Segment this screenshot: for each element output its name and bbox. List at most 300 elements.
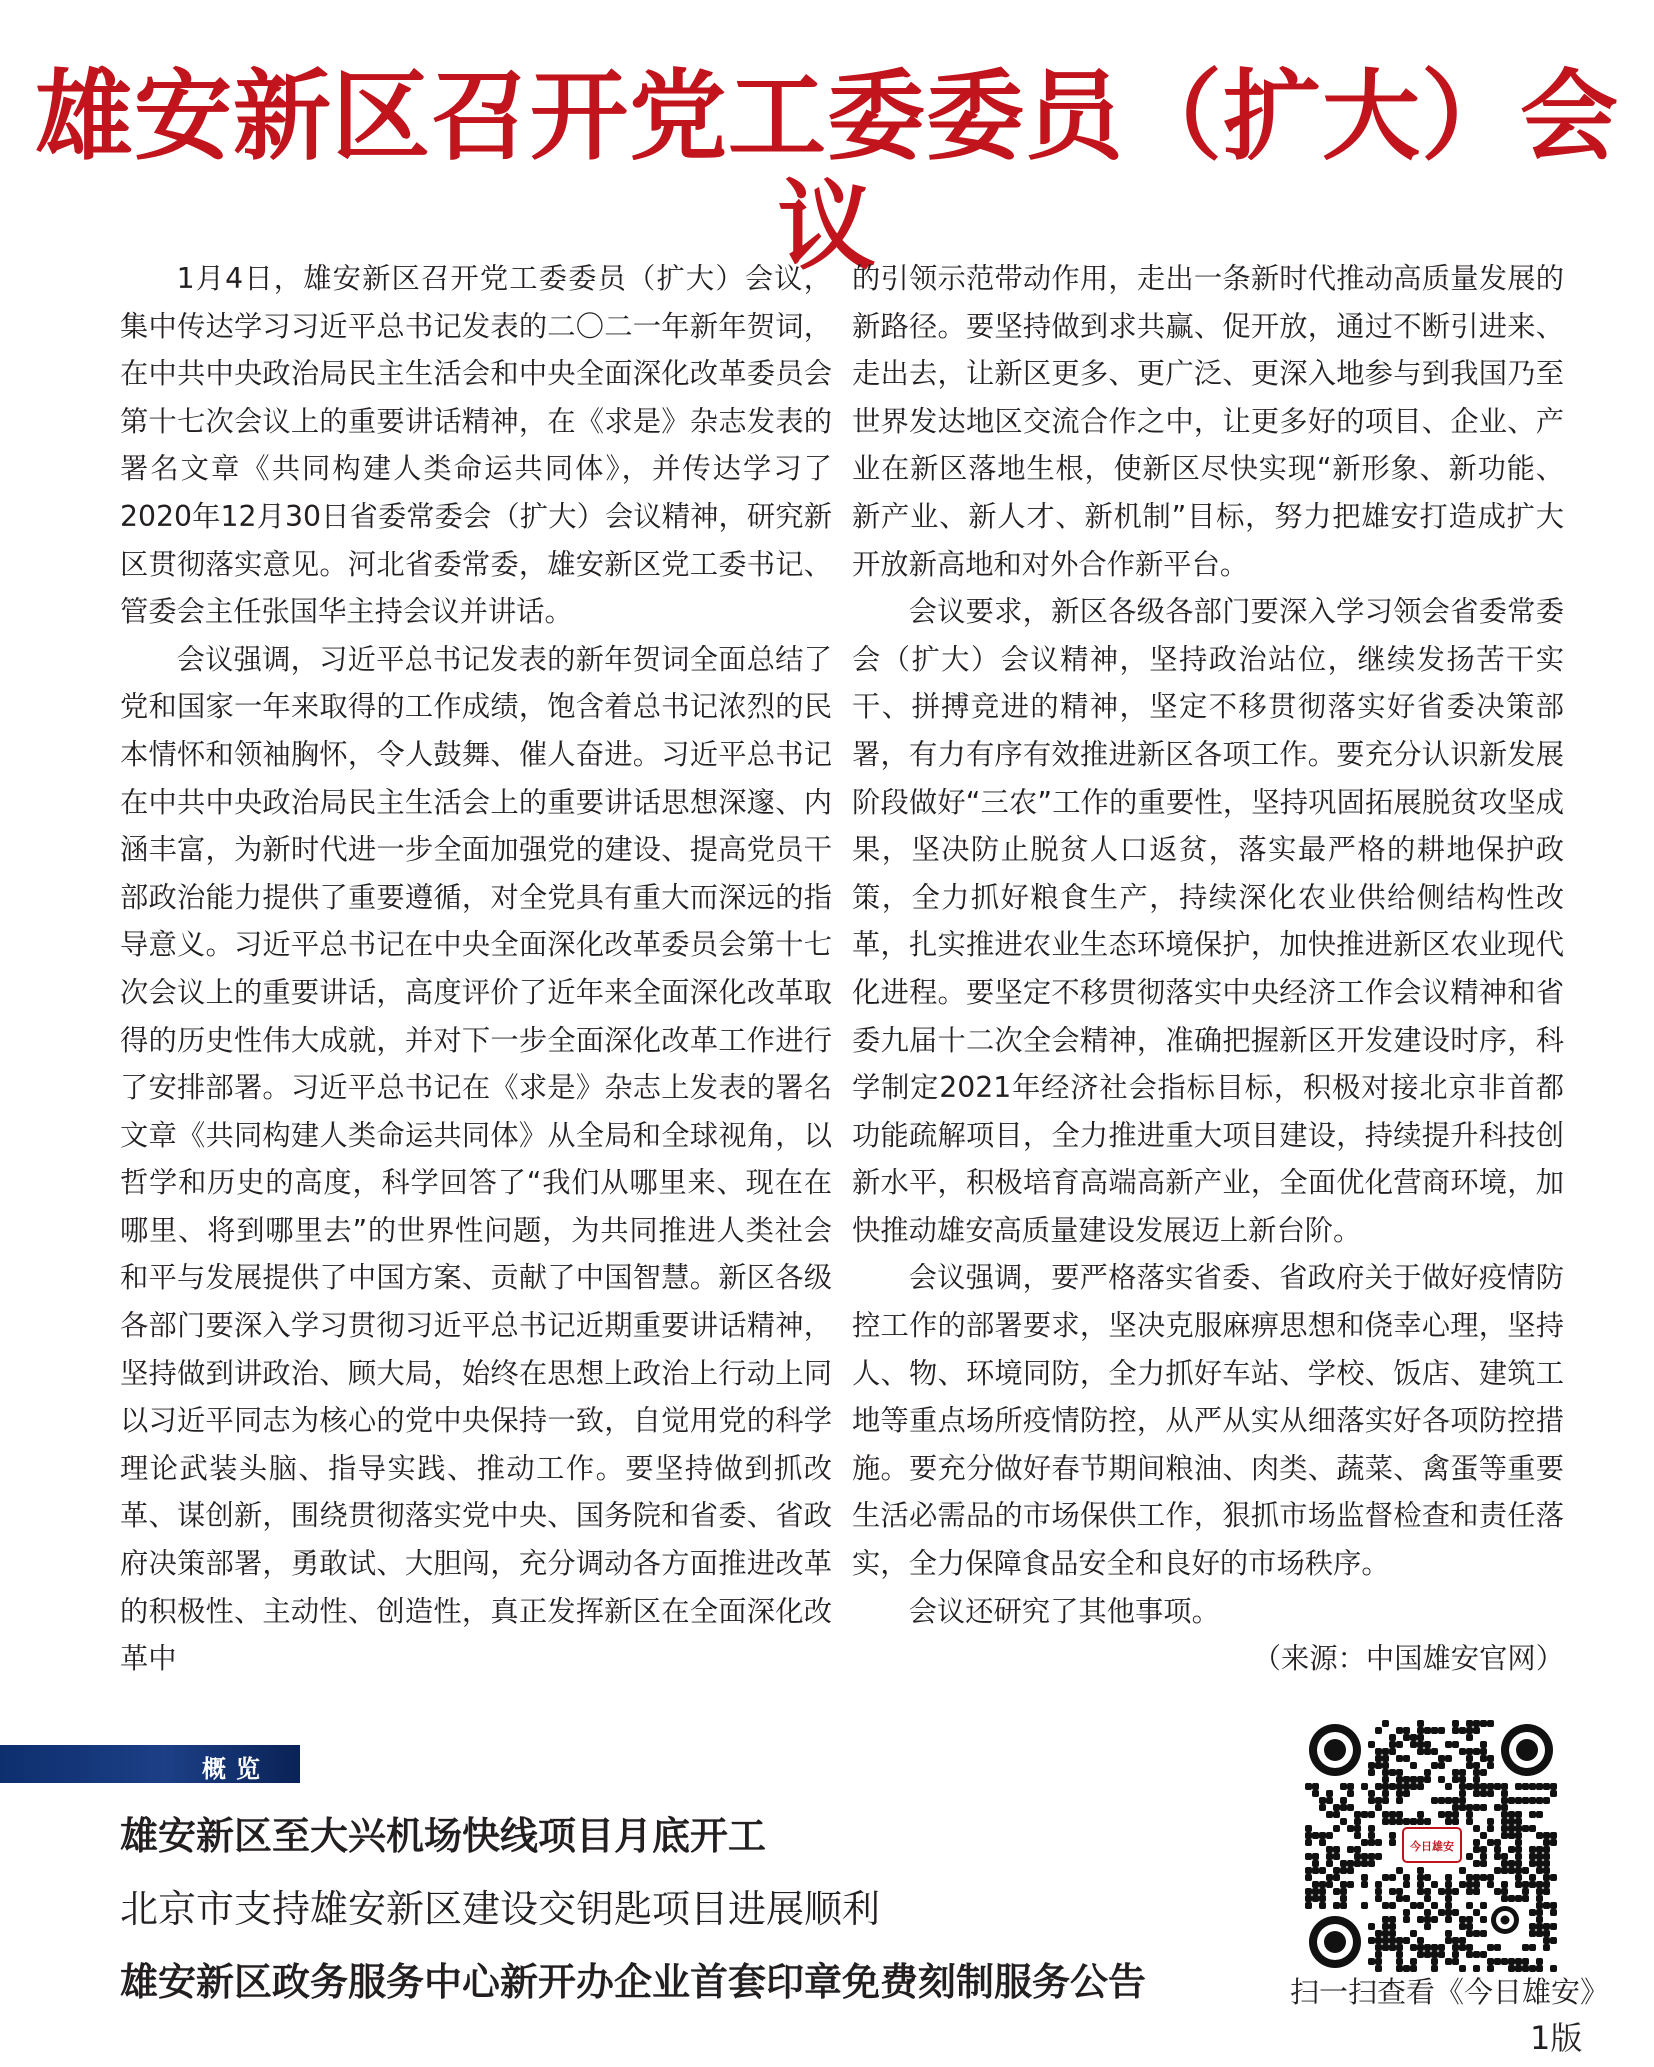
qr-module [1543,1867,1550,1874]
qr-module [1459,1965,1466,1972]
qr-module [1508,1825,1515,1832]
qr-module [1438,1909,1445,1916]
qr-module [1417,1727,1424,1734]
qr-module [1445,1909,1452,1916]
qr-module [1473,1839,1480,1846]
qr-module [1305,1832,1312,1839]
qr-module [1382,1818,1389,1825]
qr-module [1396,1937,1403,1944]
qr-module [1396,1951,1403,1958]
qr-module [1508,1895,1515,1902]
qr-module [1536,1783,1543,1790]
qr-module [1361,1853,1368,1860]
qr-module [1382,1797,1389,1804]
qr-module [1389,1783,1396,1790]
qr-module [1438,1776,1445,1783]
qr-module [1543,1860,1550,1867]
qr-module [1319,1797,1326,1804]
qr-module [1494,1888,1501,1895]
qr-module [1529,1853,1536,1860]
qr-module [1515,1860,1522,1867]
qr-module [1543,1930,1550,1937]
qr-module [1473,1874,1480,1881]
qr-module [1543,1853,1550,1860]
qr-module [1487,1755,1494,1762]
qr-module [1417,1902,1424,1909]
qr-module [1438,1762,1445,1769]
qr-module [1305,1874,1312,1881]
qr-module [1522,1944,1529,1951]
qr-module [1375,1895,1382,1902]
qr-module [1312,1888,1319,1895]
qr-module [1473,1909,1480,1916]
qr-module [1445,1930,1452,1937]
qr-module [1487,1825,1494,1832]
qr-module [1543,1832,1550,1839]
qr-module [1403,1916,1410,1923]
qr-module [1424,1776,1431,1783]
qr-module [1403,1881,1410,1888]
qr-module [1354,1846,1361,1853]
qr-module [1389,1930,1396,1937]
qr-module [1487,1720,1494,1727]
qr-module [1445,1874,1452,1881]
qr-module [1361,1839,1368,1846]
qr-module [1536,1958,1543,1965]
qr-module [1389,1769,1396,1776]
qr-module [1459,1769,1466,1776]
qr-module [1319,1881,1326,1888]
qr-module [1480,1860,1487,1867]
qr-module [1452,1727,1459,1734]
qr-module [1354,1860,1361,1867]
qr-module [1396,1818,1403,1825]
qr-module [1305,1902,1312,1909]
qr-module [1494,1804,1501,1811]
qr-module [1508,1958,1515,1965]
qr-module [1536,1902,1543,1909]
qr-module [1417,1888,1424,1895]
qr-module [1424,1944,1431,1951]
qr-module [1452,1797,1459,1804]
qr-module [1522,1867,1529,1874]
qr-module [1459,1944,1466,1951]
qr-module [1445,1902,1452,1909]
qr-module [1368,1839,1375,1846]
qr-module [1375,1748,1382,1755]
qr-module [1333,1825,1340,1832]
qr-module [1403,1734,1410,1741]
qr-module [1452,1951,1459,1958]
qr-module [1382,1902,1389,1909]
qr-module [1550,1909,1557,1916]
qr-module [1382,1755,1389,1762]
qr-module [1515,1832,1522,1839]
qr-module [1410,1944,1417,1951]
qr-module [1480,1832,1487,1839]
qr-module [1508,1860,1515,1867]
qr-module [1389,1741,1396,1748]
qr-module [1550,1839,1557,1846]
qr-module [1459,1804,1466,1811]
qr-module [1389,1916,1396,1923]
qr-module [1438,1727,1445,1734]
qr-module [1473,1748,1480,1755]
qr-module [1389,1888,1396,1895]
qr-module [1473,1762,1480,1769]
qr-module [1424,1909,1431,1916]
qr-module [1375,1888,1382,1895]
qr-module [1501,1790,1508,1797]
qr-module [1424,1951,1431,1958]
qr-module [1410,1818,1417,1825]
qr-module [1410,1958,1417,1965]
qr-module [1508,1867,1515,1874]
qr-module [1396,1776,1403,1783]
qr-module [1382,1762,1389,1769]
qr-module [1466,1874,1473,1881]
qr-module [1319,1867,1326,1874]
qr-module [1487,1762,1494,1769]
qr-module [1473,1825,1480,1832]
qr-module [1375,1853,1382,1860]
qr-module [1326,1846,1333,1853]
qr-module [1452,1741,1459,1748]
qr-module [1480,1853,1487,1860]
qr-module [1312,1881,1319,1888]
qr-module [1543,1874,1550,1881]
qr-module [1452,1720,1459,1727]
qr-module [1382,1916,1389,1923]
qr-module [1543,1881,1550,1888]
qr-module [1361,1881,1368,1888]
qr-module [1529,1965,1536,1972]
qr-module [1515,1895,1522,1902]
qr-module [1536,1853,1543,1860]
qr-module [1473,1783,1480,1790]
qr-module [1431,1902,1438,1909]
article-closing-text: 会议还研究了其他事项。 [908,1594,1220,1628]
qr-module [1445,1937,1452,1944]
qr-module [1515,1825,1522,1832]
qr-module [1515,1839,1522,1846]
qr-module [1340,1867,1347,1874]
qr-module [1389,1832,1396,1839]
qr-module [1368,1825,1375,1832]
qr-module [1347,1860,1354,1867]
qr-module [1382,1748,1389,1755]
qr-module [1494,1846,1501,1853]
qr-module [1536,1930,1543,1937]
qr-module [1543,1944,1550,1951]
qr-module [1543,1783,1550,1790]
qr-module [1550,1965,1557,1972]
qr-center-logo [1403,1828,1461,1862]
qr-module [1375,1755,1382,1762]
qr-module [1389,1923,1396,1930]
qr-module [1487,1965,1494,1972]
qr-module [1361,1902,1368,1909]
article-paragraph: 1月4日，雄安新区召开党工委委员（扩大）会议，集中传达学习习近平总书记发表的二〇二一年新年贺词，在中共中央政治局民主生活会和中央全面深化改革委员会第十七次会议上的重要讲话精神，在《求是》杂志发表的署名文章《共同构建人类命运共同体》，并传达学习了2020年12月30日省委常委会（扩大）会议精神，研究新区贯彻落实意见。河北省委常委，雄安新区党工委书记、管委会主任张国华主持会议并讲话。 [120,262,832,629]
qr-module [1466,1881,1473,1888]
qr-module [1508,1832,1515,1839]
qr-module [1375,1762,1382,1769]
qr-module [1396,1783,1403,1790]
qr-module [1396,1888,1403,1895]
article-column-right [852,255,1564,1683]
qr-module [1389,1937,1396,1944]
qr-module [1480,1846,1487,1853]
qr-module [1452,1937,1459,1944]
qr-module [1515,1783,1522,1790]
qr-module [1396,1895,1403,1902]
qr-module [1466,1804,1473,1811]
qr-module [1347,1804,1354,1811]
qr-module [1536,1846,1543,1853]
qr-module [1543,1902,1550,1909]
qr-module [1550,1790,1557,1797]
qr-module [1466,1783,1473,1790]
qr-module [1473,1888,1480,1895]
qr-module [1333,1853,1340,1860]
qr-module [1410,1783,1417,1790]
qr-module [1375,1937,1382,1944]
qr-module [1417,1951,1424,1958]
qr-module [1480,1951,1487,1958]
qr-caption: 扫一扫查看《今日雄安》 [1290,1975,1610,2009]
qr-module [1480,1755,1487,1762]
qr-module [1529,1825,1536,1832]
qr-module [1494,1853,1501,1860]
qr-module [1515,1867,1522,1874]
qr-module [1368,1853,1375,1860]
qr-module [1312,1853,1319,1860]
qr-module [1459,1881,1466,1888]
qr-module [1375,1944,1382,1951]
qr-module [1340,1881,1347,1888]
qr-module [1466,1951,1473,1958]
qr-module [1389,1818,1396,1825]
qr-module [1459,1923,1466,1930]
qr-module [1480,1748,1487,1755]
qr-module [1445,1888,1452,1895]
qr-module [1431,1951,1438,1958]
qr-module [1494,1944,1501,1951]
qr-module [1550,1783,1557,1790]
qr-module [1515,1818,1522,1825]
qr-module [1382,1874,1389,1881]
qr-module [1340,1902,1347,1909]
qr-module [1529,1783,1536,1790]
qr-module [1305,1783,1312,1790]
qr-module [1501,1797,1508,1804]
qr-module [1368,1762,1375,1769]
qr-module [1424,1727,1431,1734]
qr-module [1417,1944,1424,1951]
qr-module [1382,1720,1389,1727]
qr-module [1326,1860,1333,1867]
qr-module [1550,1923,1557,1930]
qr-logo-text: 今日雄安 [1410,1840,1454,1853]
qr-module [1403,1895,1410,1902]
qr-module [1368,1937,1375,1944]
qr-module [1389,1748,1396,1755]
qr-module [1459,1916,1466,1923]
qr-module [1445,1797,1452,1804]
qr-module [1466,1916,1473,1923]
qr-module [1487,1818,1494,1825]
qr-module [1536,1860,1543,1867]
qr-module [1522,1888,1529,1895]
qr-module [1459,1797,1466,1804]
qr-module [1382,1937,1389,1944]
qr-module [1396,1944,1403,1951]
qr-module [1389,1902,1396,1909]
qr-module [1529,1860,1536,1867]
qr-module [1354,1853,1361,1860]
qr-module [1312,1867,1319,1874]
page-number: 1版 [1530,2019,1583,2057]
qr-module [1466,1762,1473,1769]
qr-module [1410,1734,1417,1741]
qr-module [1410,1965,1417,1972]
qr-module [1438,1755,1445,1762]
qr-module [1445,1811,1452,1818]
qr-module [1543,1888,1550,1895]
qr-module [1529,1881,1536,1888]
qr-module [1501,1783,1508,1790]
qr-module [1403,1937,1410,1944]
qr-module [1326,1881,1333,1888]
qr-module [1382,1811,1389,1818]
qr-module [1473,1860,1480,1867]
qr-module [1431,1916,1438,1923]
qr-module [1375,1881,1382,1888]
qr-module [1424,1818,1431,1825]
qr-module [1445,1741,1452,1748]
qr-module [1361,1811,1368,1818]
qr-module [1340,1797,1347,1804]
qr-module [1466,1818,1473,1825]
qr-module [1501,1867,1508,1874]
qr-module [1501,1888,1508,1895]
qr-module [1382,1944,1389,1951]
qr-module [1480,1804,1487,1811]
qr-module [1368,1832,1375,1839]
qr-module [1396,1755,1403,1762]
qr-module [1459,1727,1466,1734]
qr-module [1508,1818,1515,1825]
qr-module [1424,1874,1431,1881]
qr-module [1543,1839,1550,1846]
qr-module [1473,1881,1480,1888]
article-paragraph: 会议要求，新区各级各部门要深入学习领会省委常委会（扩大）会议精神，坚持政治站位，继续发扬苦干实干、拼搏竞进的精神，坚定不移贯彻落实好省委决策部署，有力有序有效推进新区各项工作。要充分认识新发展阶段做好“三农”工作的重要性，坚持巩固拓展脱贫攻坚成果，坚决防止脱贫人口返贫，落实最严格的耕地保护政策，全力抓好粮食生产，持续深化农业供给侧结构性改革，扎实推进农业生态环境保护，加快推进新区农业现代化进程。要坚定不移贯彻落实中央经济工作会议精神和省委九届十二次全会精神，准确把握新区开发建设时序，科学制定2021年经济社会指标目标，积极对接北京非首都功能疏解项目，全力推进重大项目建设，持续提升科技创新水平，积极培育高端高新产业，全面优化营商环境，加快推动雄安高质量建设发展迈上新台阶。 [852,595,1564,1247]
qr-module [1333,1902,1340,1909]
qr-module [1445,1783,1452,1790]
qr-module [1403,1909,1410,1916]
qr-module [1466,1944,1473,1951]
qr-module [1389,1811,1396,1818]
qr-module [1326,1874,1333,1881]
qr-module [1431,1797,1438,1804]
qr-module [1389,1839,1396,1846]
qr-module [1312,1895,1319,1902]
qr-module [1452,1769,1459,1776]
qr-module [1508,1797,1515,1804]
article-paragraph: 会议强调，要严格落实省委、省政府关于做好疫情防控工作的部署要求，坚决克服麻痹思想和侥幸心理，坚持人、物、环境同防，全力抓好车站、学校、饭店、建筑工地等重点场所疫情防控，从严从实从细落实好各项防控措施。要充分做好春节期间粮油、肉类、蔬菜、禽蛋等重要生活必需品的市场保供工作，狠抓市场监督检查和责任落实，全力保障食品安全和良好的市场秩序。 [852,1261,1564,1581]
overview-headline-link[interactable]: 雄安新区至大兴机场快线项目月底开工 [120,1814,767,1858]
qr-module [1382,1790,1389,1797]
qr-module [1529,1909,1536,1916]
qr-module [1452,1888,1459,1895]
qr-module [1368,1769,1375,1776]
overview-headline-link[interactable]: 雄安新区政务服务中心新开办企业首套印章免费刻制服务公告 [120,1960,1147,2004]
qr-module [1508,1811,1515,1818]
qr-module [1536,1881,1543,1888]
qr-module [1515,1965,1522,1972]
qr-module [1536,1909,1543,1916]
qr-module [1431,1944,1438,1951]
qr-module [1494,1867,1501,1874]
qr-module [1361,1860,1368,1867]
qr-module [1480,1769,1487,1776]
qr-module [1368,1958,1375,1965]
qr-module [1347,1867,1354,1874]
qr-module [1354,1811,1361,1818]
qr-module [1529,1874,1536,1881]
qr-module [1326,1811,1333,1818]
qr-module [1396,1790,1403,1797]
qr-module [1354,1818,1361,1825]
qr-module [1473,1930,1480,1937]
qr-module [1501,1804,1508,1811]
qr-module [1375,1930,1382,1937]
qr-module [1305,1895,1312,1902]
qr-module [1389,1734,1396,1741]
qr-module [1501,1860,1508,1867]
qr-module [1375,1958,1382,1965]
qr-module [1473,1727,1480,1734]
qr-module [1522,1881,1529,1888]
qr-module [1403,1783,1410,1790]
qr-module [1473,1846,1480,1853]
qr-module [1382,1783,1389,1790]
qr-module [1515,1881,1522,1888]
qr-module [1410,1762,1417,1769]
qr-module [1305,1839,1312,1846]
qr-module [1466,1811,1473,1818]
qr-module [1305,1825,1312,1832]
qr-code[interactable] [1305,1720,1557,1972]
qr-module [1312,1860,1319,1867]
qr-module [1340,1860,1347,1867]
qr-module [1347,1783,1354,1790]
qr-module [1459,1790,1466,1797]
qr-module [1305,1867,1312,1874]
qr-module [1543,1846,1550,1853]
qr-module [1487,1881,1494,1888]
qr-module [1536,1965,1543,1972]
qr-module [1396,1958,1403,1965]
qr-module [1333,1846,1340,1853]
qr-module [1473,1776,1480,1783]
overview-headline-link[interactable]: 北京市支持雄安新区建设交钥匙项目进展顺利 [120,1887,881,1931]
qr-module [1543,1797,1550,1804]
qr-module [1508,1846,1515,1853]
qr-module [1536,1888,1543,1895]
qr-module [1340,1804,1347,1811]
qr-module [1424,1741,1431,1748]
